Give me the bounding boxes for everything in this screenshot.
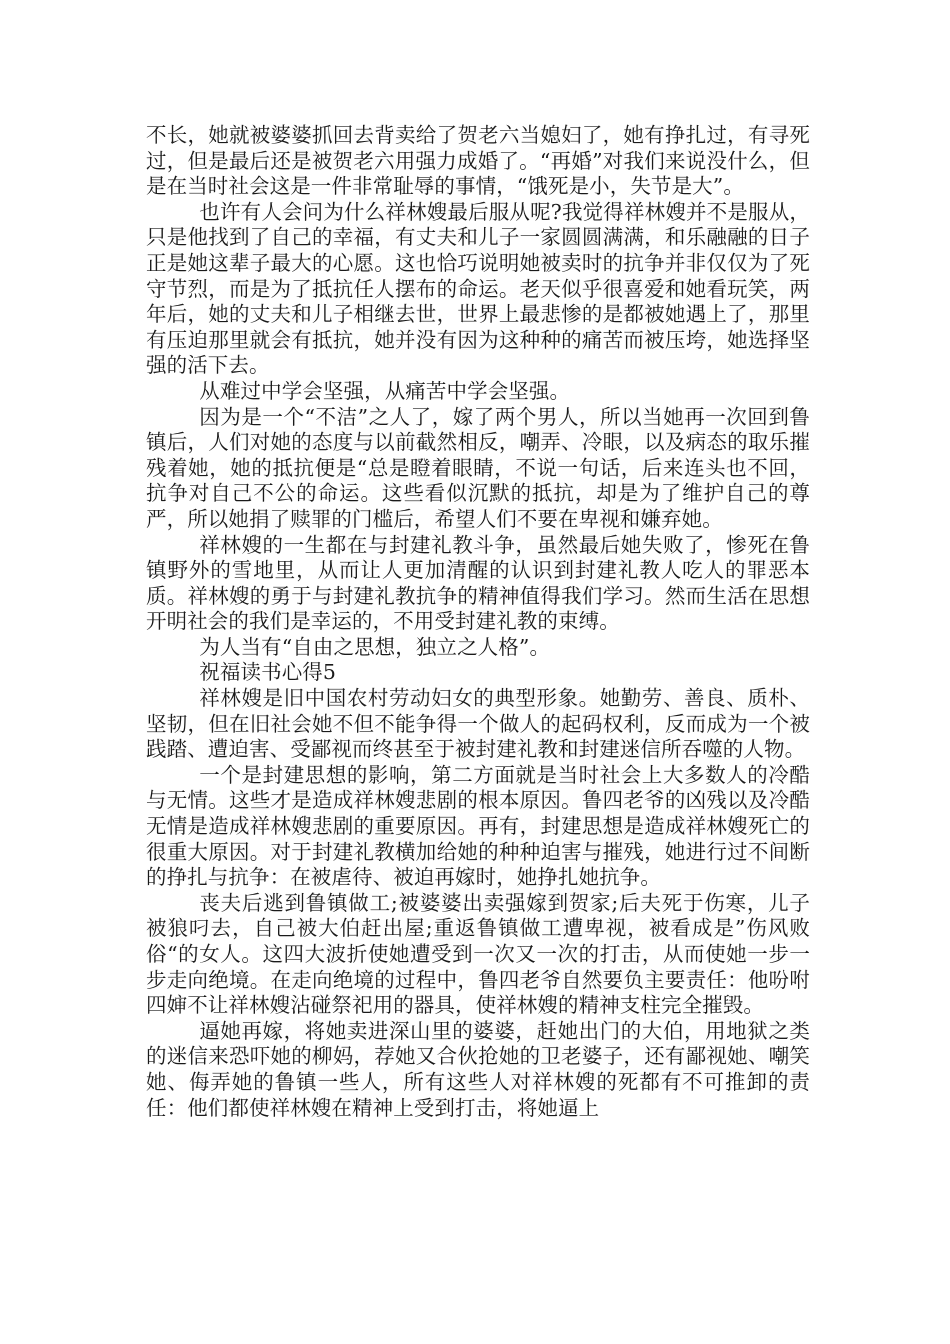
paragraph-9: 一个是封建思想的影响，第二方面就是当时社会上大多数人的冷酷与无情。这些才是造成祥林嫂悲剧的根本原因。鲁四老爷的凶残以及冷酷无情是造成祥林嫂悲剧的重要原因。再有，封建思想是造成祥林嫂死亡的很重大原因。对于封建礼教横加给她的种种迫害与摧残，她进行过不间断的挣扎与抗争：在被虐待、被迫再嫁时，她挣扎她抗争。 <box>146 762 810 890</box>
paragraph-11: 逼她再嫁，将她卖进深山里的婆婆，赶她出门的大伯，用地狱之类的迷信来恐吓她的柳妈，荐她又合伙抢她的卫老婆子，还有鄙视她、嘲笑她、侮弄她的鲁镇一些人，所有这些人对祥林嫂的死都有不可推卸的责任：他们都使祥林嫂在精神上受到打击，将她逼上 <box>146 1018 810 1120</box>
paragraph-6: 为人当有“自由之思想，独立之人格”。 <box>199 634 551 659</box>
paragraph-4: 因为是一个“不洁”之人了，嫁了两个男人，所以当她再一次回到鲁镇后，人们对她的态度与以前截然相反，嘲弄、冷眼，以及病态的取乐摧残着她，她的抵抗便是“总是瞪着眼睛，不说一句话，后来连头也不回，抗争对自己不公的命运。这些看似沉默的抵抗，却是为了维护自己的尊严，所以她捐了赎罪的门槛后，希望人们不要在卑视和嫌弃她。 <box>146 404 810 531</box>
paragraph-10: 丧夫后逃到鲁镇做工;被婆婆出卖强嫁到贺家;后夫死于伤寒，儿子被狼叼去，自己被大伯赶出屋;重返鲁镇做工遭卑视，被看成是”伤风败俗“的女人。这四大波折使她遭受到一次又一次的打击，从而使她一步一步走向绝境。在走向绝境的过程中，鲁四老爷自然要负主要责任：他吩咐四婶不让祥林嫂沾碰祭祀用的器具，使祥林嫂的精神支柱完全摧毁。 <box>146 890 810 1018</box>
section-heading: 祝福读书心得5 <box>199 660 337 685</box>
paragraph-2: 也许有人会问为什么祥林嫂最后服从呢?我觉得祥林嫂并不是服从，只是他找到了自己的幸福，有丈夫和儿子一家圆圆满满，和乐融融的日子正是她这辈子最大的心愿。这也恰巧说明她被卖时的抗争并非仅仅为了死守节烈，而是为了抵抗任人摆布的命运。老天似乎很喜爱和她看玩笑，两年后，她的丈夫和儿子相继去世，世界上最悲惨的是都被她遇上了，那里有压迫那里就会有抵抗，她并没有因为这种种的痛苦而被压垮，她选择坚强的活下去。 <box>146 199 810 378</box>
paragraph-3: 从难过中学会坚强，从痛苦中学会坚强。 <box>199 378 571 403</box>
document-body <box>146 123 810 1121</box>
paragraph-8: 祥林嫂是旧中国农村劳动妇女的典型形象。她勤劳、善良、质朴、坚韧，但在旧社会她不但不能争得一个做人的起码权利，反而成为一个被践踏、遭迫害、受鄙视而终甚至于被封建礼教和封建迷信所吞噬的人物。 <box>146 686 810 762</box>
paragraph-5: 祥林嫂的一生都在与封建礼教斗争，虽然最后她失败了，惨死在鲁镇野外的雪地里，从而让人更加清醒的认识到封建礼教人吃人的罪恶本质。祥林嫂的勇于与封建礼教抗争的精神值得我们学习。然而生活在思想开明社会的我们是幸运的，不用受封建礼教的束缚。 <box>146 532 810 634</box>
paragraph-1: 不长，她就被婆婆抓回去背卖给了贺老六当媳妇了，她有挣扎过，有寻死过，但是最后还是被贺老六用强力成婚了。“再婚”对我们来说没什么，但是在当时社会这是一件非常耻辱的事情，“饿死是小，失节是大”。 <box>146 123 810 199</box>
